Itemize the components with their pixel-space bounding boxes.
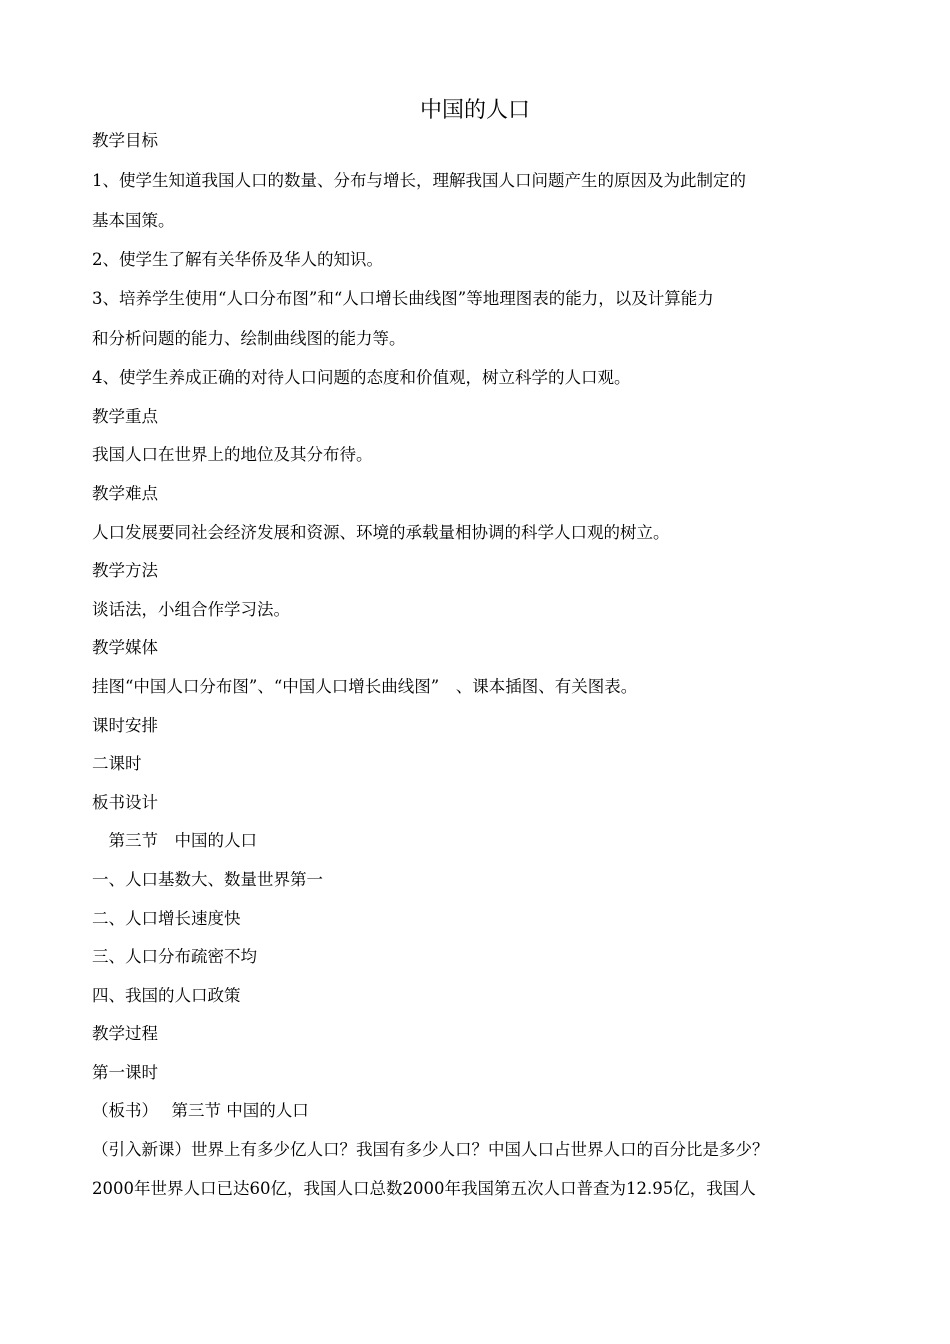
methods-text: 谈话法，小组合作学习法。 — [92, 599, 290, 619]
schedule-text: 二课时 — [92, 754, 142, 774]
media-text: 挂图“中国人口分布图”、“中国人口增长曲线图” 、课本插图、有关图表。 — [92, 676, 638, 696]
goal-3-line-2: 和分析问题的能力、绘制曲线图的能力等。 — [92, 329, 406, 349]
board-item-1: 一、人口基数大、数量世界第一 — [92, 869, 323, 889]
heading-teaching-goals: 教学目标 — [92, 131, 158, 150]
heading-schedule: 课时安排 — [92, 715, 158, 735]
board-item-3: 三、人口分布疏密不均 — [92, 947, 257, 967]
heading-media: 教学媒体 — [92, 638, 158, 658]
document-body — [92, 122, 867, 1208]
first-lesson-heading: 第一课时 — [92, 1062, 158, 1082]
heading-key-points: 教学重点 — [92, 406, 158, 426]
heading-methods: 教学方法 — [92, 561, 158, 581]
difficulties-text: 人口发展要同社会经济发展和资源、环境的承载量相协调的科学人口观的树立。 — [92, 522, 670, 542]
heading-difficulties: 教学难点 — [92, 483, 158, 503]
goal-2: 2、使学生了解有关华侨及华人的知识。 — [92, 249, 383, 269]
board-note: （板书） 第三节 中国的人口 — [92, 1101, 309, 1121]
goal-3-line-1: 3、培养学生使用“人口分布图”和“人口增长曲线图”等地理图表的能力，以及计算能力 — [92, 289, 714, 309]
heading-board-design: 板书设计 — [92, 792, 158, 812]
goal-1-line-1: 1、使学生知道我国人口的数量、分布与增长，理解我国人口问题产生的原因及为此制定的 — [92, 170, 746, 190]
board-item-4: 四、我国的人口政策 — [92, 985, 241, 1005]
intro-line-2: 2000年世界人口已达60亿，我国人口总数2000年我国第五次人口普查为12.95亿，我国人 — [92, 1178, 756, 1198]
goal-4: 4、使学生养成正确的对待人口问题的态度和价值观，树立科学的人口观。 — [92, 368, 631, 388]
goal-1-line-2: 基本国策。 — [92, 210, 175, 230]
intro-line-1: （引入新课）世界上有多少亿人口？我国有多少人口？中国人口占世界人口的百分比是多少？ — [92, 1140, 769, 1160]
document-title: 中国的人口 — [419, 98, 530, 123]
board-section-title: 第三节 中国的人口 — [92, 831, 257, 851]
heading-process: 教学过程 — [92, 1024, 158, 1044]
key-points-text: 我国人口在世界上的地位及其分布待。 — [92, 445, 373, 465]
board-item-2: 二、人口增长速度快 — [92, 908, 241, 928]
